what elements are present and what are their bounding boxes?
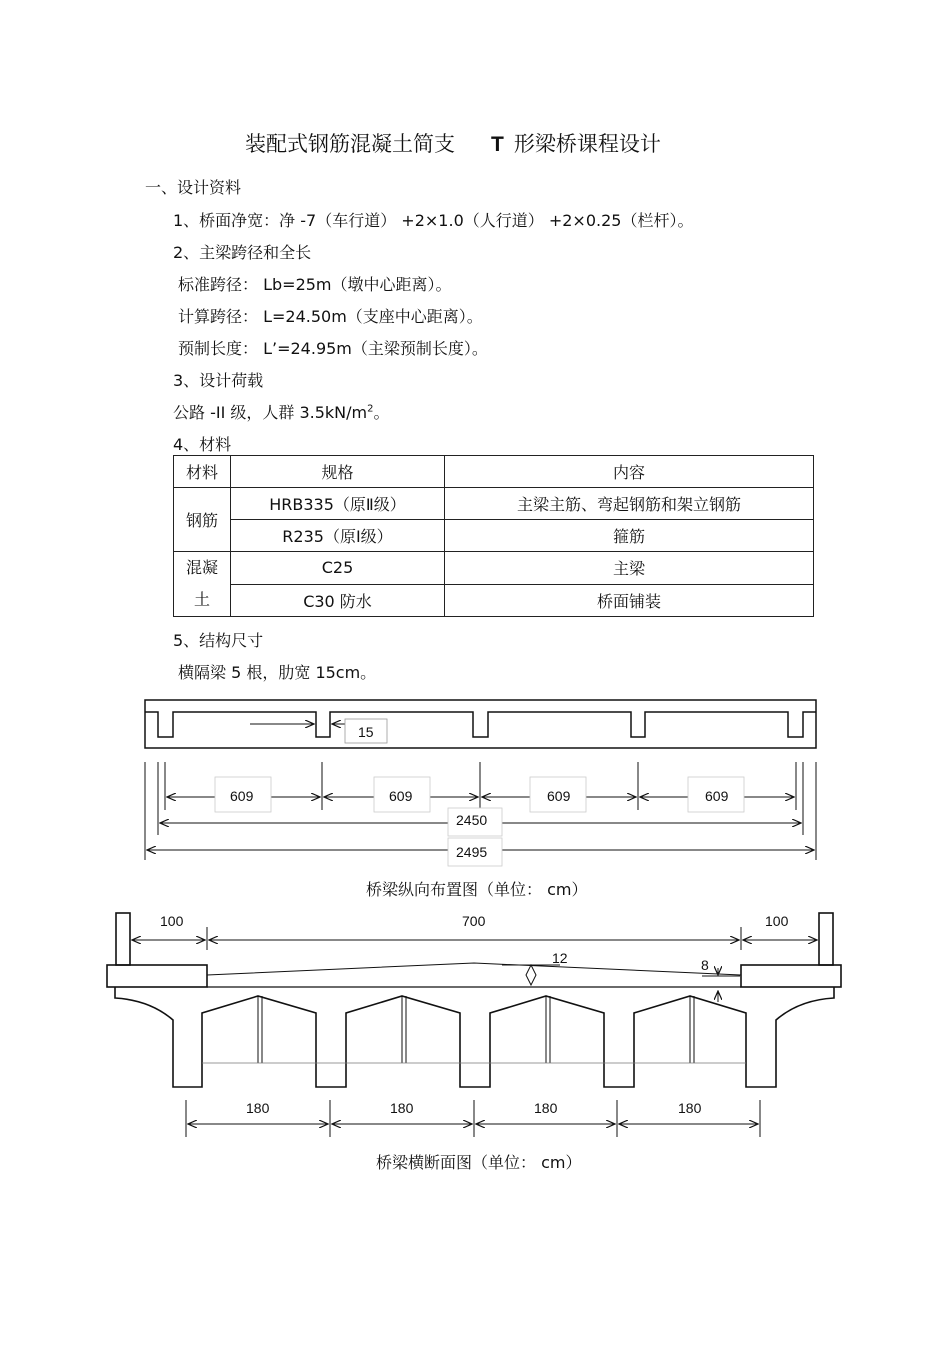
- load-sup: 2: [367, 403, 374, 415]
- content-cell: 主梁主筋、弯起钢筋和架立钢筋: [445, 488, 814, 520]
- prefab-length-line: 预制长度： L’=24.95m（主梁预制长度）。: [178, 339, 488, 358]
- content-cell: 箍筋: [445, 520, 814, 552]
- railing-right: [819, 913, 833, 965]
- span-heading: 2、主梁跨径和全长: [173, 243, 312, 262]
- rib-width-label: 15: [358, 724, 374, 740]
- load-heading: 3、设计荷载: [173, 371, 264, 390]
- diaphragm-line: 横隔梁 5 根，肋宽 15cm。: [178, 663, 377, 682]
- longitudinal-diagram: [145, 700, 816, 866]
- section-heading: 一、设计资料: [145, 178, 242, 197]
- spec-cell: C25: [231, 552, 445, 585]
- spec-cell: HRB335（原Ⅱ级）: [231, 488, 445, 520]
- span-label: 609: [230, 788, 254, 804]
- calc-span-line: 计算跨径： L=24.50m（支座中心距离）。: [178, 307, 483, 326]
- beam-spacing-label: 180: [678, 1100, 702, 1116]
- title-part-1: 装配式钢筋混凝土简支: [245, 132, 455, 156]
- title-part-2: T: [491, 133, 504, 156]
- calc-span-label: 2450: [456, 812, 488, 828]
- cross-section-diagram: [107, 913, 841, 1137]
- load-end: 。: [373, 403, 390, 422]
- beam-outline: [145, 700, 816, 748]
- crown-depth-label: 12: [552, 950, 568, 966]
- beam-spacing-label: 180: [390, 1100, 414, 1116]
- spec-cell: C30 防水: [231, 584, 445, 617]
- span-label: 609: [547, 788, 571, 804]
- title-part-3: 形梁桥课程设计: [513, 132, 661, 156]
- header-cell: 内容: [445, 456, 814, 488]
- beam-spacing-label: 180: [246, 1100, 270, 1116]
- sidewalk-right: [741, 965, 841, 987]
- spec-cell: R235（原Ⅰ级）: [231, 520, 445, 552]
- longitudinal-caption: 桥梁纵向布置图（单位： cm）: [366, 880, 588, 899]
- deck-width-line: 1、桥面净宽：净 -7（车行道） +2×1.0（人行道） +2×0.25（栏杆）。: [173, 211, 694, 230]
- sidewalk-right-label: 100: [765, 913, 789, 929]
- sidewalk-left-label: 100: [160, 913, 184, 929]
- content-cell: 主梁: [445, 552, 814, 585]
- material-concrete-a: 混凝: [185, 558, 218, 577]
- header-cell: 材料: [174, 456, 231, 488]
- material-heading: 4、材料: [173, 435, 232, 454]
- load-text: 公路 -II 级，人群 3.5kN/m: [173, 403, 368, 422]
- sidewalk-left: [107, 965, 207, 987]
- t-beam-outline: [115, 987, 834, 1087]
- carriageway-label: 700: [462, 913, 486, 929]
- edge-depth-label: 8: [701, 957, 709, 973]
- railing-left: [116, 913, 130, 965]
- structure-heading: 5、结构尺寸: [173, 631, 264, 650]
- material-cell: 钢筋: [174, 488, 231, 552]
- standard-span-line: 标准跨径： Lb=25m（墩中心距离）。: [178, 275, 452, 294]
- span-label: 609: [705, 788, 729, 804]
- deck-pavement: [207, 963, 741, 975]
- span-label: 609: [389, 788, 413, 804]
- cross-section-caption: 桥梁横断面图（单位： cm）: [376, 1153, 582, 1172]
- header-cell: 规格: [231, 456, 445, 488]
- total-length-label: 2495: [456, 844, 488, 860]
- content-cell: 桥面铺装: [445, 584, 814, 617]
- beam-spacing-label: 180: [534, 1100, 558, 1116]
- diaphragm-outline: [145, 712, 816, 737]
- material-concrete-b: 土: [193, 590, 210, 609]
